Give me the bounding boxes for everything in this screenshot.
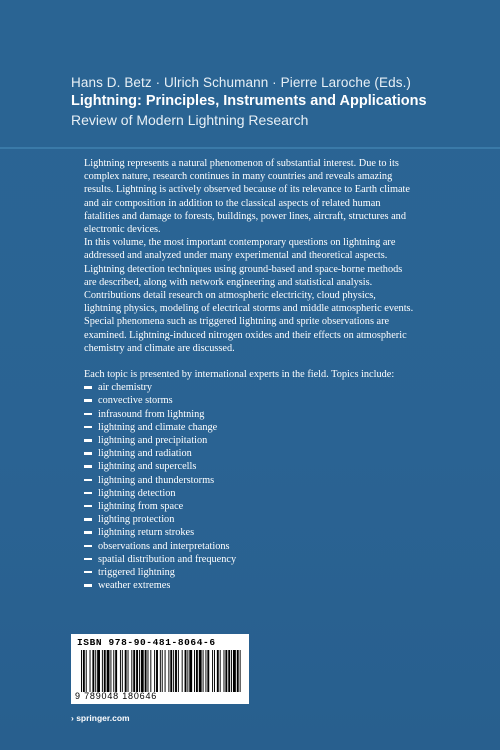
barcode-bar: [205, 650, 206, 692]
barcode-bar: [233, 650, 236, 692]
list-item: lightning and supercells: [84, 460, 414, 473]
barcode-bar: [133, 650, 135, 692]
barcode-bar: [199, 650, 202, 692]
barcode-bar: [207, 650, 209, 692]
barcode-bar: [120, 650, 121, 692]
header-divider: [0, 147, 500, 149]
dash-bullet-icon: [84, 465, 92, 468]
barcode-bar: [107, 650, 110, 692]
topics-list: [84, 381, 414, 592]
barcode-bar: [162, 650, 163, 692]
list-item: lightning and climate change: [84, 421, 414, 434]
barcode-bar: [196, 650, 198, 692]
barcode-bar: [86, 650, 87, 692]
list-item: weather extremes: [84, 579, 414, 592]
isbn-label: ISBN 978-90-481-8064-6: [77, 637, 216, 648]
barcode: [71, 634, 249, 704]
barcode-bar: [182, 650, 183, 692]
dash-bullet-icon: [84, 545, 92, 548]
barcode-bar: [165, 650, 166, 692]
dash-bullet-icon: [84, 584, 92, 587]
barcode-bar: [228, 650, 230, 692]
blurb-paragraph-2: In this volume, the most important contemporary questions on lightning are addressed and analyzed under many experimental and theoretical aspects. Lightning detection techniques using ground-based and space-borne methods are described, along with network engineering and statistical analysis.: [84, 237, 403, 288]
dash-bullet-icon: [84, 426, 92, 429]
barcode-bar: [189, 650, 192, 692]
barcode-bar: [185, 650, 187, 692]
dash-bullet-icon: [84, 386, 92, 389]
list-item: lightning detection: [84, 487, 414, 500]
dash-bullet-icon: [84, 413, 92, 416]
dash-bullet-icon: [84, 399, 92, 402]
barcode-bar: [148, 650, 149, 692]
list-item: infrasound from lightning: [84, 408, 414, 421]
barcode-bar: [175, 650, 177, 692]
barcode-bar: [131, 650, 132, 692]
barcode-bar: [113, 650, 114, 692]
barcode-bar: [203, 650, 204, 692]
barcode-bar: [214, 650, 215, 692]
barcode-bar: [194, 650, 195, 692]
barcode-bar: [141, 650, 144, 692]
topics-intro: Each topic is presented by international experts in the field. Topics include:: [84, 369, 395, 381]
barcode-bar: [104, 650, 106, 692]
editors: Hans D. Betz · Ulrich Schumann · Pierre Laroche (Eds.): [71, 75, 412, 90]
blurb-paragraph-1: Lightning represents a natural phenomenon of substantial interest. Due to its complex nature, research continues in many countries and reveals amazing results. Lightning is actively observed because of its relevance to Earth climate and air composition in addition to the classical aspects of related human fatalities and damage to forests, buildings, power lines, aircraft, structures and electronic devices.: [84, 158, 410, 236]
barcode-bar: [139, 650, 140, 692]
barcode-bar: [217, 650, 219, 692]
barcode-bar: [237, 650, 239, 692]
list-item: lightning return strokes: [84, 526, 414, 539]
list-item: lightning and thunderstorms: [84, 474, 414, 487]
dash-bullet-icon: [84, 571, 92, 574]
dash-bullet-icon: [84, 531, 92, 534]
barcode-bar: [95, 650, 96, 692]
barcode-bar: [122, 650, 123, 692]
barcode-digits: 9 789048 180646: [75, 691, 158, 701]
barcode-bar: [224, 650, 225, 692]
barcode-bar: [170, 650, 172, 692]
barcode-bar: [83, 650, 85, 692]
barcode-bar: [187, 650, 188, 692]
list-item: spatial distribution and frequency: [84, 553, 414, 566]
book-title: Lightning: Principles, Instruments and Applications: [71, 93, 427, 109]
dash-bullet-icon: [84, 505, 92, 508]
barcode-bars: [81, 650, 241, 692]
publisher-url[interactable]: › springer.com: [71, 713, 130, 723]
list-item: lightning from space: [84, 500, 414, 513]
dash-bullet-icon: [84, 479, 92, 482]
barcode-bar: [240, 650, 241, 692]
barcode-bar: [173, 650, 174, 692]
barcode-bar: [212, 650, 213, 692]
dash-bullet-icon: [84, 452, 92, 455]
barcode-bar: [156, 650, 158, 692]
book-subtitle: Review of Modern Lightning Research: [71, 112, 309, 128]
barcode-bar: [125, 650, 127, 692]
header: [71, 74, 491, 130]
blurb-paragraph-3: Contributions detail research on atmospheric electricity, cloud physics, lightning physics, modeling of electrical storms and middle atmospheric events. Special phenomena such as triggered lightning and sprite observations are examined. Lightning-induced nitrogen oxides and their effects on atmospheric chemistry and climate are discussed.: [84, 290, 414, 354]
list-item: lighting protection: [84, 513, 414, 526]
barcode-bar: [145, 650, 147, 692]
barcode-bar: [220, 650, 221, 692]
barcode-bar: [225, 650, 227, 692]
barcode-bar: [150, 650, 151, 692]
dash-bullet-icon: [84, 439, 92, 442]
blurb: [84, 157, 414, 592]
barcode-bar: [154, 650, 155, 692]
barcode-bar: [110, 650, 111, 692]
barcode-bar: [81, 650, 82, 692]
barcode-bar: [178, 650, 179, 692]
barcode-bar: [231, 650, 232, 692]
list-item: triggered lightning: [84, 566, 414, 579]
list-item: air chemistry: [84, 381, 414, 394]
barcode-bar: [136, 650, 138, 692]
barcode-bar: [90, 650, 91, 692]
barcode-bar: [92, 650, 94, 692]
barcode-bar: [102, 650, 103, 692]
barcode-bar: [97, 650, 100, 692]
list-item: lightning and radiation: [84, 447, 414, 460]
dash-bullet-icon: [84, 558, 92, 561]
list-item: convective storms: [84, 394, 414, 407]
list-item: lightning and precipitation: [84, 434, 414, 447]
barcode-bar: [160, 650, 161, 692]
barcode-bar: [128, 650, 129, 692]
dash-bullet-icon: [84, 492, 92, 495]
list-item: observations and interpretations: [84, 540, 414, 553]
dash-bullet-icon: [84, 518, 92, 521]
barcode-bar: [115, 650, 117, 692]
barcode-bar: [168, 650, 169, 692]
